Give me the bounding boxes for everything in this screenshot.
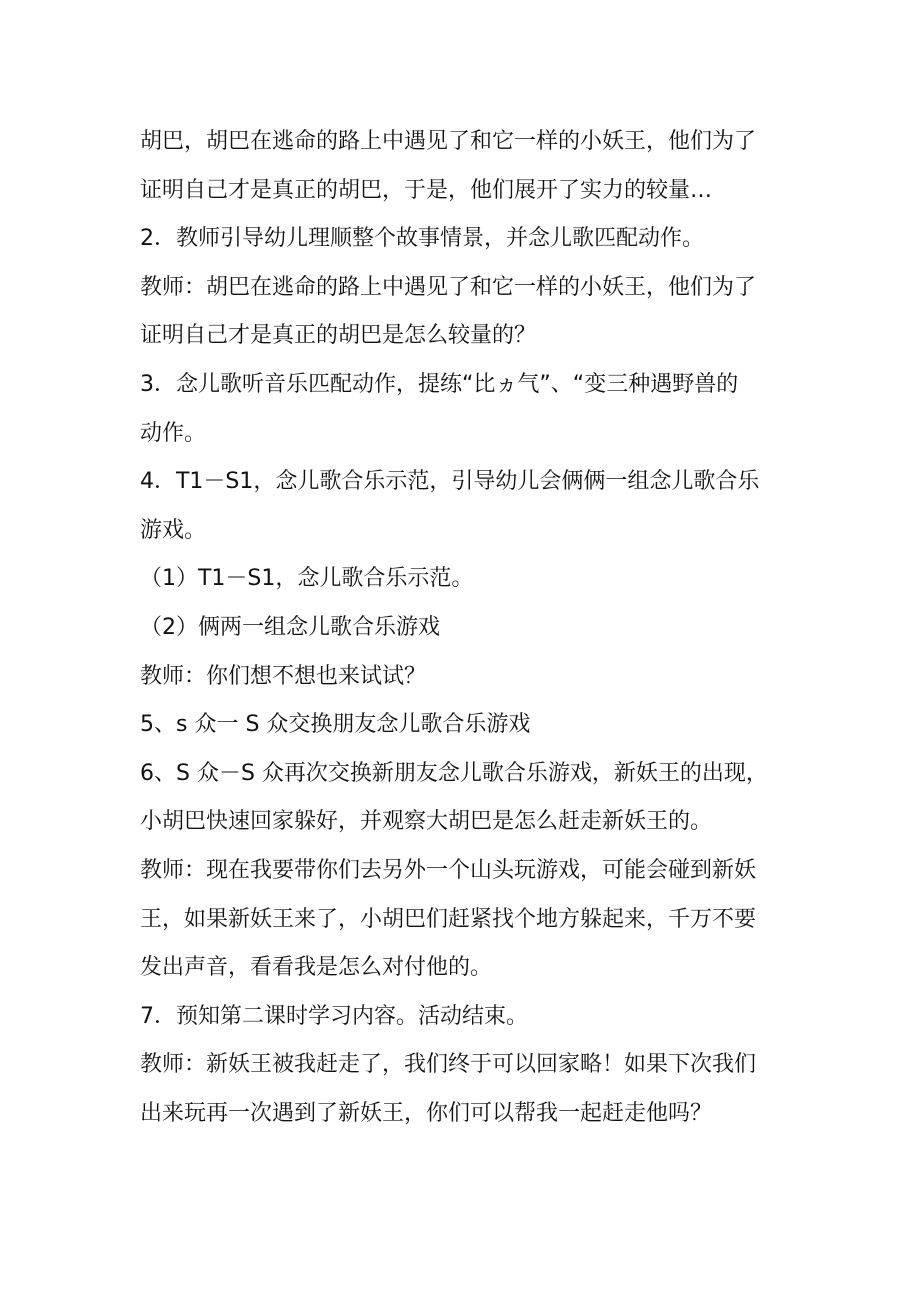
text-line: 王，如果新妖王来了，小胡巴们赶紧找个地方躲起来，千万不要 bbox=[140, 906, 757, 932]
text-line: 6、S 众－S 众再次交换新朋友念儿歌合乐游戏，新妖王的出现， bbox=[140, 760, 768, 786]
paragraph-step-5 bbox=[140, 701, 800, 750]
text-line: （1）T1－S1，念儿歌合乐示范。 bbox=[140, 566, 474, 592]
text-line: 胡巴，胡巴在逃命的路上中遇见了和它一样的小妖王，他们为了 bbox=[140, 129, 757, 154]
paragraph-teacher-3 bbox=[140, 847, 800, 993]
paragraph-step-2 bbox=[140, 215, 800, 264]
text-line: 证明自己才是真正的胡巴，于是，他们展开了实力的较量… bbox=[140, 177, 713, 203]
text-line: 3．念儿歌听音乐匹配动作，提练“比ヵ气”、“变三种遇野兽的 bbox=[140, 371, 739, 397]
text-line: 2．教师引导幼儿理顺整个故事情景，并念儿歌匹配动作。 bbox=[140, 226, 704, 252]
text-line: 证明自己才是真正的胡巴是怎么较量的？ bbox=[140, 323, 537, 349]
paragraph-teacher-4 bbox=[140, 1041, 800, 1138]
text-line: 5、s 众一 S 众交换朋友念儿歌合乐游戏 bbox=[140, 712, 531, 738]
paragraph-substep-2 bbox=[140, 604, 800, 653]
paragraph-intro-continued bbox=[140, 118, 800, 215]
text-line: 动作。 bbox=[140, 420, 207, 446]
paragraph-teacher-2 bbox=[140, 653, 800, 702]
text-line: 教师：现在我要带你们去另外一个山头玩游戏，可能会碰到新妖 bbox=[140, 857, 757, 883]
paragraph-step-6 bbox=[140, 750, 800, 847]
text-line: 出来玩再一次遇到了新妖王，你们可以帮我一起赶走他吗？ bbox=[140, 1100, 713, 1126]
paragraph-step-4 bbox=[140, 458, 800, 555]
document-body bbox=[140, 118, 800, 1138]
text-line: 教师：新妖王被我赶走了，我们终于可以回家略！如果下次我们 bbox=[140, 1052, 757, 1078]
text-line: 7．预知第二课时学习内容。活动结束。 bbox=[140, 1003, 528, 1029]
text-line: （2）俩两一组念儿歌合乐游戏 bbox=[140, 614, 440, 640]
text-line: 发出声音，看看我是怎么对付他的。 bbox=[140, 955, 493, 981]
paragraph-substep-1 bbox=[140, 555, 800, 604]
text-line: 游戏。 bbox=[140, 517, 207, 543]
text-line: 小胡巴快速回家躲好，并观察大胡巴是怎么赶走新妖王的。 bbox=[140, 809, 713, 835]
text-line: 教师：你们想不想也来试试？ bbox=[140, 663, 427, 689]
text-line: 4．T1－S1，念儿歌合乐示范，引导幼儿会俩俩一组念儿歌合乐 bbox=[140, 469, 760, 495]
paragraph-step-3 bbox=[140, 361, 800, 458]
text-line: 教师：胡巴在逃命的路上中遇见了和它一样的小妖王，他们为了 bbox=[140, 274, 757, 300]
paragraph-teacher-1 bbox=[140, 264, 800, 361]
paragraph-step-7 bbox=[140, 993, 800, 1042]
